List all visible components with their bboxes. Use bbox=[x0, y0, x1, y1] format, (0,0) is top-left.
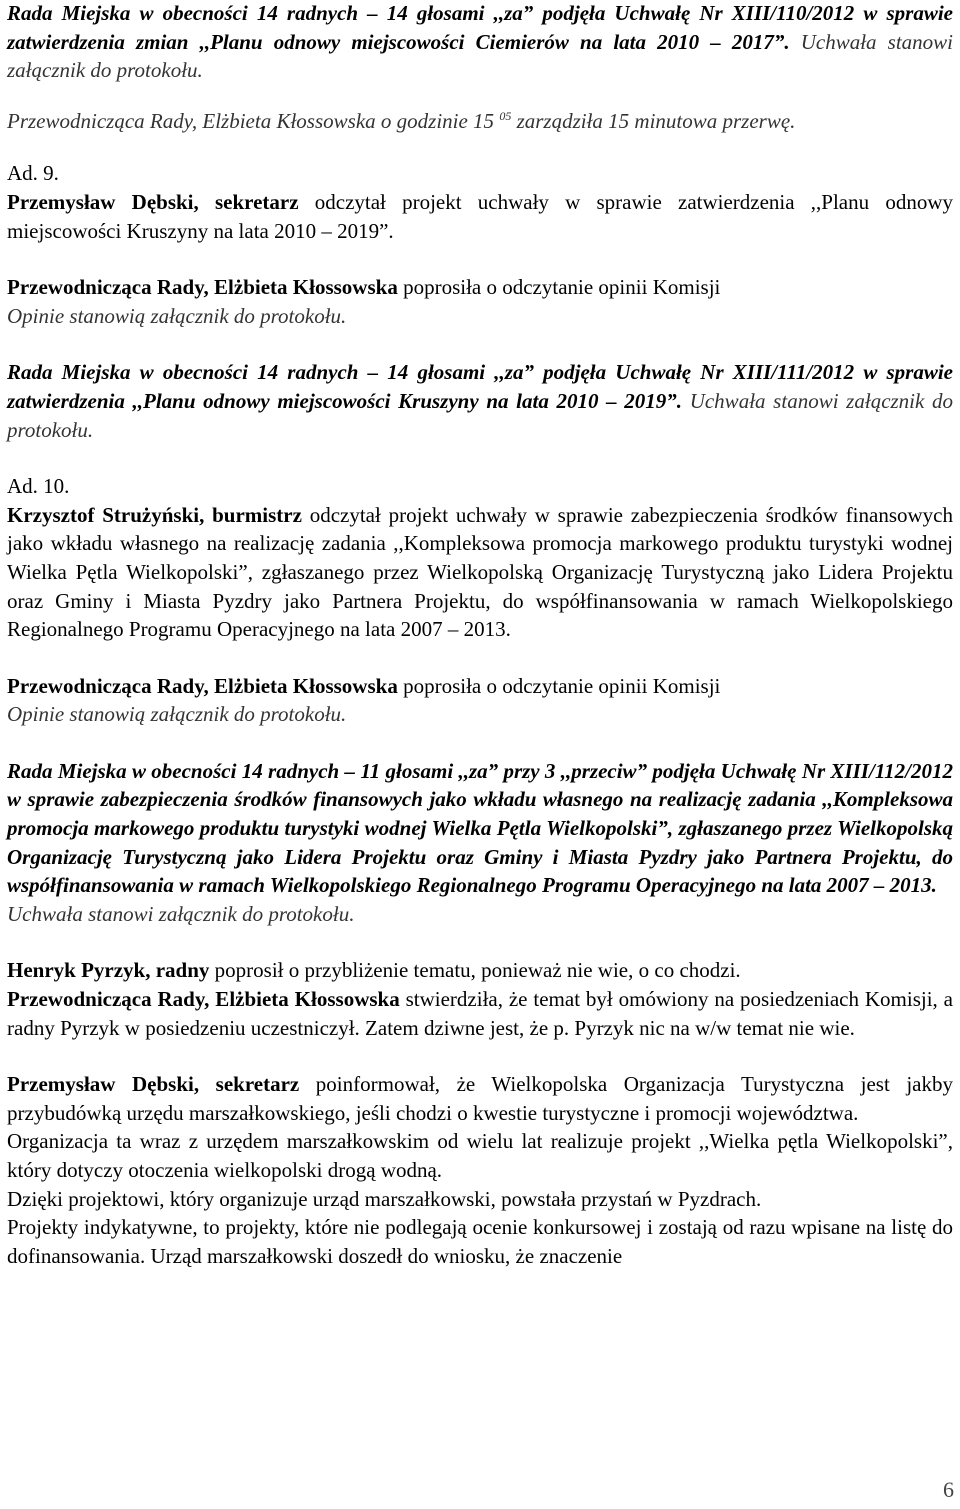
speaker-text: poprosił o przybliżenie tematu, ponieważ nie wie, o co chodzi. bbox=[209, 958, 741, 983]
speaker-name: Krzysztof Strużyński, burmistrz bbox=[7, 502, 302, 527]
attachment-note: Uchwała stanowi załącznik do protokołu. bbox=[7, 901, 355, 926]
speaker-name: Przewodnicząca Rady, Elżbieta Kłossowska bbox=[7, 673, 398, 698]
speaker-text: poprosiła o odczytanie opinii Komisji bbox=[397, 275, 721, 300]
speaker-text: odczytał projekt uchwały w sprawie zabezpieczenia środków finansowych jako wkładu własnego na realizację zadania ,,Kompleksowa promocja markowego produktu turystyki wodnej Wielka Pętla Wielkopolski”, zgłaszanego przez Wielkopolską Organizację Turystyczną jako Lidera Projektu oraz Gminy i Miasta Pyzdry jako Partnera Projektu, do współfinansowania w ramach Wielkopolskiego Regionalnego Programu Operacyjnego na lata 2007 – 2013. bbox=[7, 502, 953, 642]
document-body bbox=[7, 0, 953, 1270]
speaker-paragraph-debski-2 bbox=[7, 1070, 953, 1127]
resolution-paragraph-112: Rada Miejska w obecności 14 radnych – 11 głosami ,,za” przy 3 ,,przeciw” podjęła Uchwałę Nr XIII/112/2012 w sprawie zabezpieczenia środków finansowych jako wkładu własnego na realizację zadania ,,Kompleksowa promocja markowego produktu turystyki wodnej Wielka Pętla Wielkopolski”, zgłaszanego przez Wielkopolską Organizację Turystyczną jako Lidera Projektu oraz Gminy i Miasta Pyzdry jako Partnera Projektu, do współfinansowania w ramach Wielkopolskiego Regionalnego Programu Operacyjnego na lata 2007 – 2013. bbox=[7, 758, 953, 898]
speaker-name: Przemysław Dębski, sekretarz bbox=[7, 1072, 300, 1097]
speaker-paragraph-pyrzyk bbox=[7, 956, 953, 985]
resolution-text: Rada Miejska w obecności 14 radnych – 14 głosami ,,za” podjęła Uchwałę Nr XIII/111/2012 w sprawie zatwierdzenia ,,Planu odnowy miejscowości Kruszyny na lata 2010 – 2019”. bbox=[7, 360, 953, 413]
speaker-name: Henryk Pyrzyk, radny bbox=[7, 958, 210, 983]
chair-request-paragraph bbox=[7, 273, 953, 302]
attachment-note: Uchwała stanowi załącznik do protokołu. bbox=[7, 388, 953, 442]
speaker-text: odczytał projekt uchwały w sprawie zatwierdzenia ,,Planu odnowy miejscowości Kruszyny na lata 2010 – 2019”. bbox=[7, 189, 953, 243]
break-text-start: Przewodnicząca Rady, Elżbieta Kłossowska o godzinie 15 bbox=[7, 108, 500, 133]
speaker-text: poinformował, że Wielkopolska Organizacja Turystyczna jest jakby przybudówką urzędu marszałkowskiego, jeśli chodzi o kwestie turystyczne i promocji województwa. bbox=[7, 1072, 953, 1125]
break-paragraph bbox=[7, 107, 953, 136]
speaker-text: stwierdziła, że temat był omówiony na posiedzeniach Komisji, a radny Pyrzyk w posiedzeniu uczestniczył. Zatem dziwne jest, że p. Pyrzyk nic na w/w temat nie wie. bbox=[7, 987, 953, 1040]
break-time-minutes: 05 bbox=[499, 108, 512, 123]
speaker-name: Przemysław Dębski, sekretarz bbox=[7, 189, 299, 214]
speaker-paragraph-klossowska bbox=[7, 985, 953, 1042]
speaker-paragraph-debski bbox=[7, 188, 953, 245]
resolution-paragraph-110 bbox=[7, 0, 953, 85]
page-number: 6 bbox=[943, 1477, 954, 1503]
opinions-note: Opinie stanowią załącznik do protokołu. bbox=[7, 702, 347, 727]
speaker-paragraph-struzynski bbox=[7, 501, 953, 644]
resolution-paragraph-111 bbox=[7, 358, 953, 444]
opinions-note: Opinie stanowią załącznik do protokołu. bbox=[7, 303, 347, 328]
body-paragraph: Dzięki projektowi, który organizuje urząd marszałkowski, powstała przystań w Pyzdrach. bbox=[7, 1186, 762, 1211]
break-text-end: zarządziła 15 minutowa przerwę. bbox=[511, 108, 796, 133]
agenda-item-9: Ad. 9. bbox=[7, 161, 59, 186]
speaker-name: Przewodnicząca Rady, Elżbieta Kłossowska bbox=[7, 987, 400, 1012]
body-paragraph: Projekty indykatywne, to projekty, które nie podlegają ocenie konkursowej i zostają od razu wpisane na listę do dofinansowania. Urząd marszałkowski doszedł do wniosku, że znaczenie bbox=[7, 1215, 953, 1268]
speaker-text: poprosiła o odczytanie opinii Komisji bbox=[397, 673, 721, 698]
speaker-name: Przewodnicząca Rady, Elżbieta Kłossowska bbox=[7, 275, 398, 300]
agenda-item-10: Ad. 10. bbox=[7, 474, 70, 499]
body-paragraph: Organizacja ta wraz z urzędem marszałkowskim od wielu lat realizuje projekt ,,Wielka pętla Wielkopolski”, który dotyczy otoczenia wielkopolski drogą wodną. bbox=[7, 1129, 953, 1182]
attachment-note: Uchwała stanowi załącznik do protokołu. bbox=[7, 29, 953, 83]
resolution-text: Rada Miejska w obecności 14 radnych – 14 głosami ,,za” podjęła Uchwałę Nr XIII/110/2012 w sprawie zatwierdzenia zmian ,,Planu odnowy miejscowości Ciemierów na lata 2010 – 2017”. bbox=[7, 1, 953, 54]
chair-request-paragraph-2 bbox=[7, 672, 953, 701]
